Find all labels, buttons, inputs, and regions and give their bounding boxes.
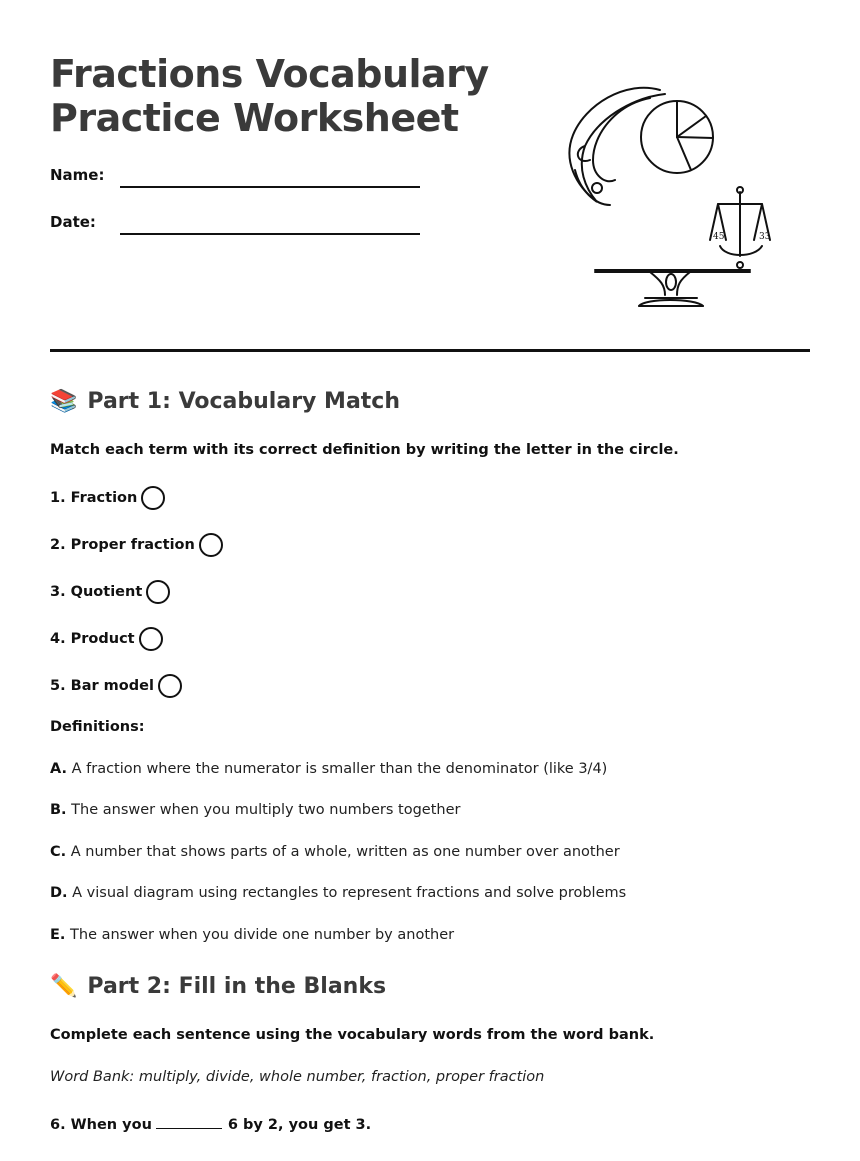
title-line-2: Practice Worksheet xyxy=(50,96,459,140)
term-item xyxy=(50,627,163,651)
word-bank: Word Bank: multiply, divide, whole number, fraction, proper fraction xyxy=(50,1069,545,1085)
answer-circle[interactable] xyxy=(139,627,163,651)
date-label: Date: xyxy=(50,213,96,231)
section-divider xyxy=(50,349,810,352)
term-item xyxy=(50,580,170,604)
term-item xyxy=(50,674,182,698)
answer-circle[interactable] xyxy=(158,674,182,698)
term-item xyxy=(50,486,165,510)
definition-text: The answer when you multiply two numbers together xyxy=(71,802,461,818)
answer-blank[interactable] xyxy=(156,1114,222,1129)
term-label: 2. Proper fraction xyxy=(50,537,195,553)
question-6-end: 6 by 2, you get 3. xyxy=(227,1117,372,1133)
fractions-illustration xyxy=(555,80,785,315)
definition-letter: A. xyxy=(50,761,67,777)
term-item xyxy=(50,533,223,557)
name-label: Name: xyxy=(50,166,105,184)
name-field[interactable] xyxy=(120,186,420,188)
swirl-dot xyxy=(592,183,602,193)
books-icon: 📚 xyxy=(50,389,78,414)
part2-heading-text: Part 2: Fill in the Blanks xyxy=(87,974,387,999)
definition-letter: C. xyxy=(50,844,67,860)
definition-text: A visual diagram using rectangles to represent fractions and solve problems xyxy=(72,885,627,901)
date-field[interactable] xyxy=(120,233,420,235)
definition-text: The answer when you divide one number by another xyxy=(70,927,455,943)
definition-text: A fraction where the numerator is smaller than the denominator (like 3/4) xyxy=(71,761,608,777)
scale-label-left: 45 xyxy=(713,232,725,242)
definition-letter: B. xyxy=(50,802,67,818)
scale-label-right: 33 xyxy=(759,232,771,242)
answer-circle[interactable] xyxy=(141,486,165,510)
definition-text: A number that shows parts of a whole, written as one number over another xyxy=(70,844,620,860)
part1-heading-text: Part 1: Vocabulary Match xyxy=(87,389,401,414)
answer-circle[interactable] xyxy=(146,580,170,604)
term-label: 1. Fraction xyxy=(50,490,138,506)
swirl-flourish xyxy=(569,88,665,202)
balance-scale-drawing xyxy=(595,187,770,306)
definitions-heading: Definitions: xyxy=(50,719,145,735)
definition-item xyxy=(50,802,460,818)
part1-heading xyxy=(50,389,400,414)
term-label: 4. Product xyxy=(50,631,135,647)
definition-letter: E. xyxy=(50,927,66,943)
worksheet-title xyxy=(50,52,490,140)
part2-instruction: Complete each sentence using the vocabulary words from the word bank. xyxy=(50,1027,655,1043)
term-label: 5. Bar model xyxy=(50,678,154,694)
question-6 xyxy=(50,1114,371,1133)
part2-heading xyxy=(50,974,386,999)
definition-item xyxy=(50,885,626,901)
pie-chart-drawing xyxy=(641,101,713,173)
answer-circle[interactable] xyxy=(199,533,223,557)
definition-letter: D. xyxy=(50,885,68,901)
term-label: 3. Quotient xyxy=(50,584,143,600)
definition-item xyxy=(50,761,607,777)
definition-item xyxy=(50,844,620,860)
question-6-start: 6. When you xyxy=(50,1117,152,1133)
part1-instruction: Match each term with its correct definition by writing the letter in the circle. xyxy=(50,442,679,458)
definition-item xyxy=(50,927,454,943)
pencil-icon: ✏️ xyxy=(50,974,78,999)
title-line-1: Fractions Vocabulary xyxy=(50,52,489,96)
